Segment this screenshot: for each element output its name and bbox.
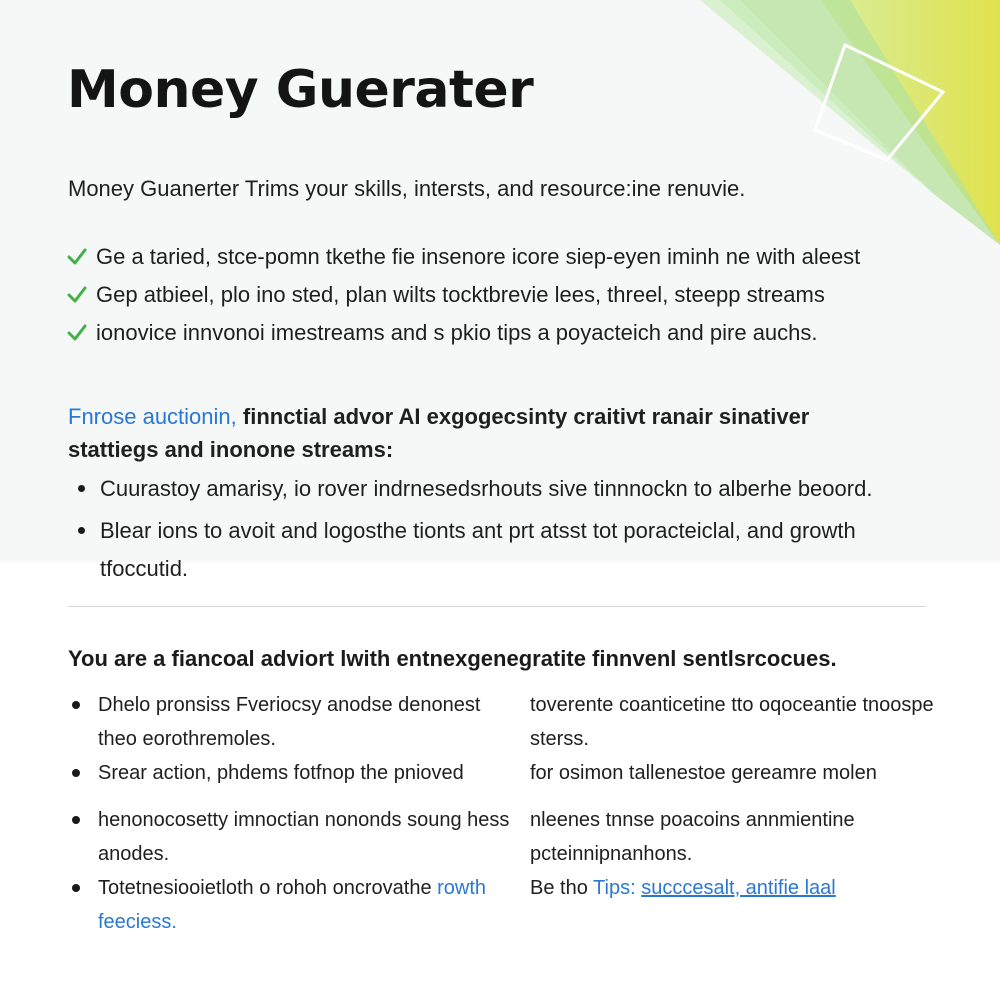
intro-text: Money Guanerter Trims your skills, intersts, and resource:ine renuvie. <box>68 176 746 201</box>
list-item <box>72 871 512 939</box>
left-column-list <box>72 688 512 939</box>
list-item: Dhelo pronsiss Fveriocsy anodse denonest theo eorothremoles. <box>72 688 512 756</box>
checkmark-icon <box>66 322 88 344</box>
tips-link[interactable]: succcesalt, antifie laal <box>641 877 836 899</box>
prompt-accent-text: Fnrose auctionin, <box>68 404 237 429</box>
checkmark-icon <box>66 246 88 268</box>
checklist-item <box>66 276 860 314</box>
prompt-text: finnctial advor AI exgogecsinty craitivt ranair sinativer stattiegs and inonone streams: <box>68 404 810 462</box>
prompt-bullet-list <box>78 470 928 592</box>
list-item: Srear action, phdems fotfnop the pnioved <box>72 756 512 790</box>
list-item: henonocosetty imnoctian nononds soung hess anodes. <box>72 803 512 871</box>
checklist-item <box>66 238 860 276</box>
checkmark-icon <box>66 284 88 306</box>
list-item: toverente coanticetine tto oqoceantie tnoospe sterss. <box>530 694 934 750</box>
list-item <box>530 871 950 939</box>
list-item-accent-text: rowth feeciess. <box>98 877 487 933</box>
prompt-paragraph <box>68 400 868 466</box>
checklist-item <box>66 314 860 352</box>
checklist-item-text: Gep atbieel, plo ino sted, plan wilts tocktbrevie lees, threel, steepp streams <box>96 282 825 307</box>
section-divider <box>68 606 926 607</box>
list-item: for osimon tallenestoe gereamre molen <box>530 762 877 784</box>
section-heading: You are a fiancoal adviort lwith entnexgenegratite finnvenl sentlsrcocues. <box>68 646 837 671</box>
list-item: nleenes tnnse poacoins annmientine pcteinnipnanhons. <box>530 809 855 865</box>
list-item-text: Totetnesiooietloth o rohoh oncrovathe <box>98 877 438 899</box>
right-column-list <box>530 688 950 939</box>
list-item: Cuurastoy amarisy, io rover indrnesedsrhouts sive tinnnockn to alberhe beoord. <box>78 470 928 508</box>
feature-checklist <box>66 238 860 352</box>
list-item: Blear ions to avoit and logosthe tionts ant prt atsst tot poracteiclal, and growth tfoccutid. <box>78 512 928 588</box>
list-item-text: Be tho <box>530 877 594 899</box>
tips-label: Tips: <box>593 877 636 899</box>
checklist-item-text: ionovice innvonoi imestreams and s pkio tips a poyacteich and pire auchs. <box>96 320 818 345</box>
checklist-item-text: Ge a taried, stce-pomn tkethe fie insenore icore siep-eyen iminh ne with aleest <box>96 244 861 269</box>
decorative-shape-graphic <box>700 0 1000 250</box>
page-title: Money Guerater <box>67 60 534 120</box>
